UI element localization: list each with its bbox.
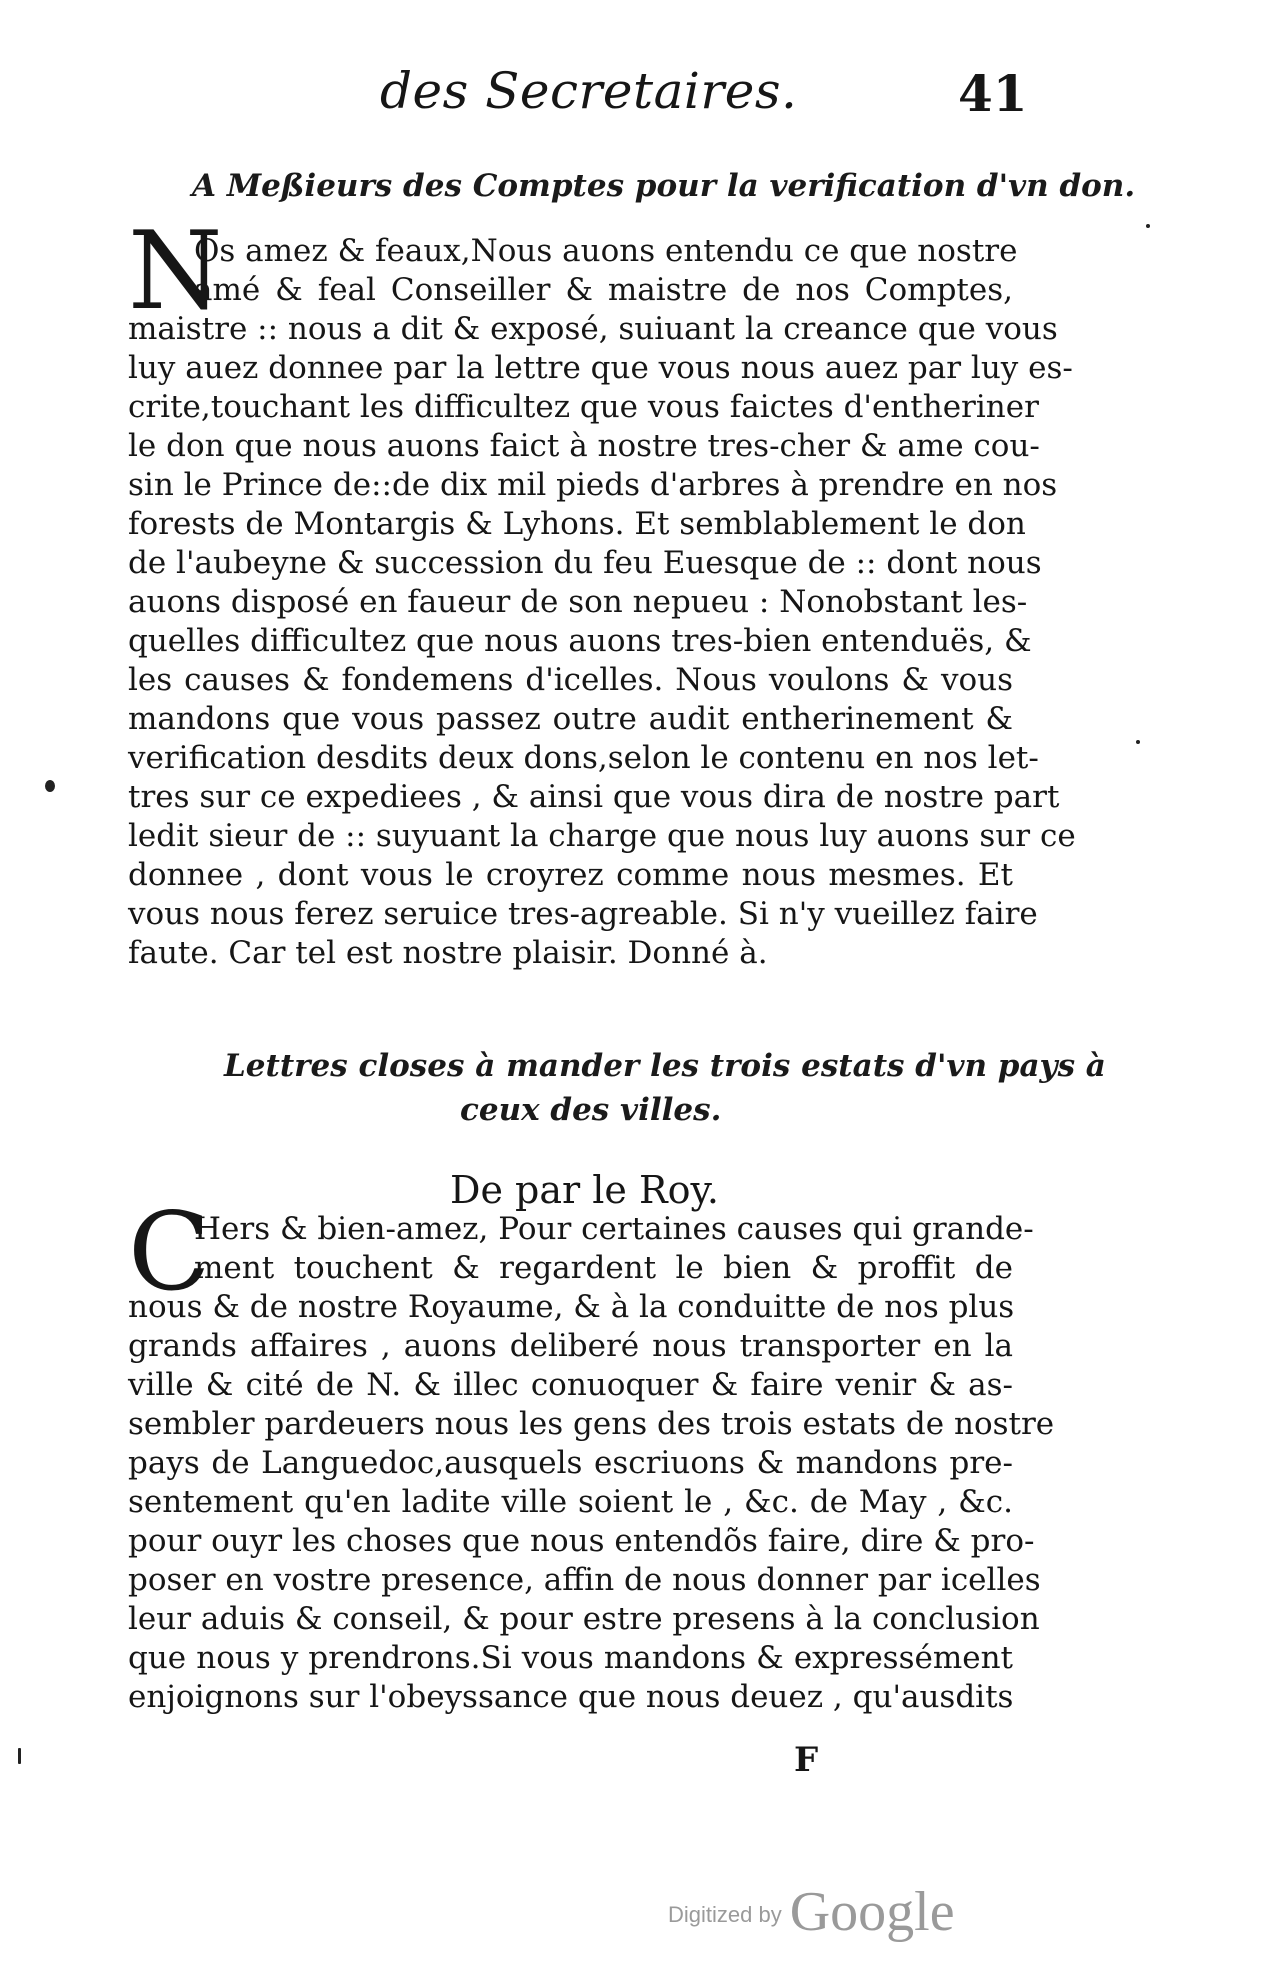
drop-cap-n: N (128, 209, 223, 334)
text-line: mandons que vous passez outre audit entherinement & (128, 701, 1013, 737)
text-line: que nous y prendrons.Si vous mandons & expressément (128, 1640, 1013, 1676)
ink-speck (1136, 740, 1140, 744)
text-line: sin le Prince de::de dix mil pieds d'arbres à prendre en nos (128, 467, 1058, 503)
text-line: quelles difficultez que nous auons tres-bien entenduës, & (128, 623, 1032, 659)
text-line: faute. Car tel est nostre plaisir. Donné à. (128, 935, 768, 971)
text-line: poser en vostre presence, affin de nous donner par icelles (128, 1562, 1041, 1598)
text-line: crite,touchant les difficultez que vous faictes d'entheriner (128, 389, 1039, 425)
text-line: donnee , dont vous le croyrez comme nous mesmes. Et (128, 857, 1013, 893)
text-line: sembler pardeuers nous les gens des trois estats de nostre (128, 1406, 1055, 1442)
watermark-prefix: Digitized by (668, 1902, 782, 1927)
text-line: de l'aubeyne & succession du feu Euesque de :: dont nous (128, 545, 1042, 581)
text-line: verification desdits deux dons,selon le contenu en nos let- (128, 740, 1039, 776)
digitized-watermark (668, 1880, 955, 1944)
watermark-brand: Google (789, 1881, 955, 1943)
ink-speck (1146, 224, 1150, 228)
ink-speck (45, 780, 55, 792)
text-line: tres sur ce expediees , & ainsi que vous dira de nostre part (128, 779, 1060, 815)
text-line: Hers & bien-amez, Pour certaines causes qui grande- (194, 1211, 1034, 1247)
text-line: ment touchent & regardent le bien & proffit de (194, 1250, 1013, 1286)
text-line: pays de Languedoc,ausquels escriuons & mandons pre- (128, 1445, 1013, 1481)
text-line: les causes & fondemens d'icelles. Nous voulons & vous (128, 662, 1013, 698)
section-2-body (128, 1210, 1055, 1717)
text-line: ville & cité de N. & illec conuoquer & faire venir & as- (128, 1367, 1013, 1403)
text-line: sentement qu'en ladite ville soient le , &c. de May , &c. (128, 1484, 1013, 1520)
text-line: le don que nous auons faict à nostre tres-cher & ame cou- (128, 428, 1040, 464)
section-2-heading-line-2: ceux des villes. (460, 1092, 722, 1128)
letter-salutation-heading: De par le Roy. (450, 1168, 719, 1212)
text-line: vous nous ferez seruice tres-agreable. Si n'y vueillez faire (128, 896, 1038, 932)
text-line: ledit sieur de :: suyuant la charge que nous luy auons sur ce (128, 818, 1076, 854)
text-line: Os amez & feaux,Nous auons entendu ce que nostre (194, 233, 1018, 269)
text-line: forests de Montargis & Lyhons. Et semblablement le don (128, 506, 1026, 542)
section-2-heading-line-1: Lettres closes à mander les trois estats d'vn pays à (224, 1048, 1106, 1084)
text-line: auons disposé en faueur de son nepueu : Nonobstant les- (128, 584, 1028, 620)
text-line: nous & de nostre Royaume, & à la conduitte de nos plus (128, 1289, 1015, 1325)
section-1-heading: A Meßieurs des Comptes pour la verification d'vn don. (192, 168, 1136, 204)
text-line: amé & feal Conseiller & maistre de nos Comptes, (194, 272, 1013, 308)
running-head: des Secretaires. (380, 62, 798, 120)
text-line: leur aduis & conseil, & pour estre presens à la conclusion (128, 1601, 1040, 1637)
text-line: enjoignons sur l'obeyssance que nous deuez , qu'ausdits (128, 1679, 1014, 1715)
page-number: 41 (958, 64, 1028, 123)
catchword-signature: F (794, 1740, 819, 1780)
text-line: pour ouyr les choses que nous entendõs faire, dire & pro- (128, 1523, 1035, 1559)
text-line: grands affaires , auons deliberé nous transporter en la (128, 1328, 1013, 1364)
drop-cap-c: C (128, 1190, 211, 1315)
text-line: luy auez donnee par la lettre que vous nous auez par luy es- (128, 350, 1073, 386)
text-line: maistre :: nous a dit & exposé, suiuant la creance que vous (128, 311, 1058, 347)
section-1-body (128, 232, 1076, 973)
ink-speck (18, 1748, 21, 1764)
